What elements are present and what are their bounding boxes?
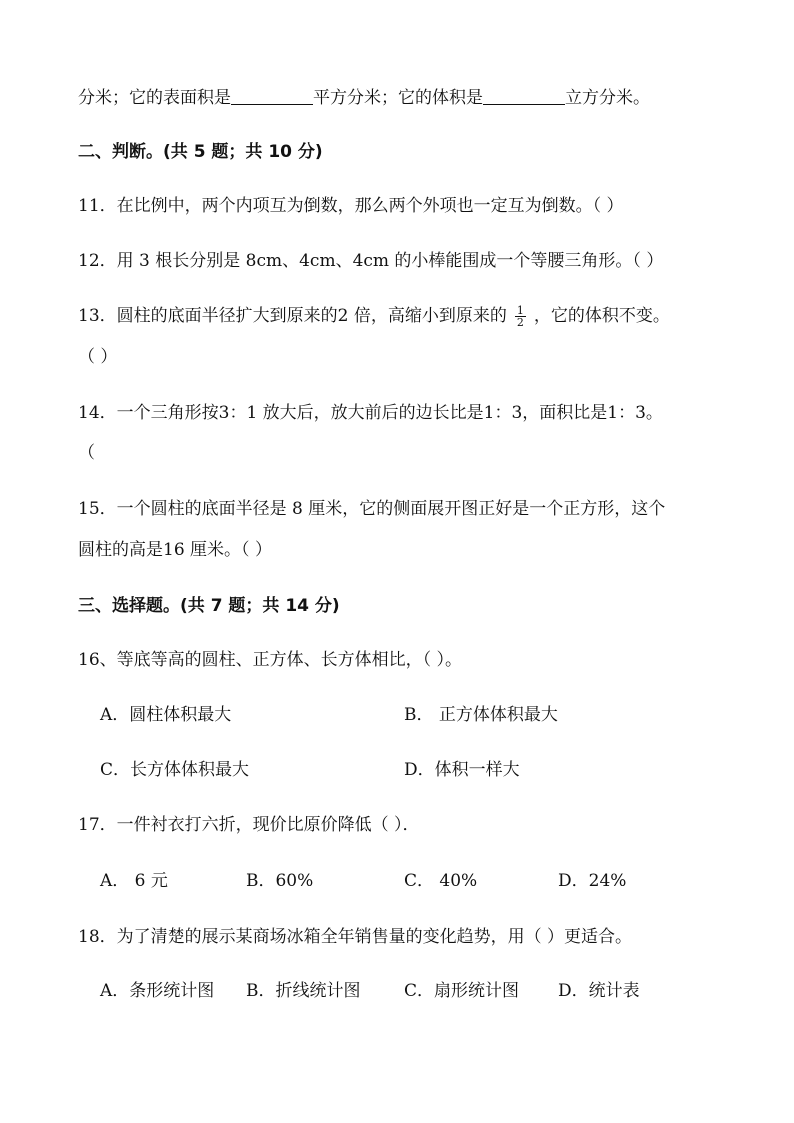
fraction-numerator: 1 [516,304,524,317]
q18-option-a[interactable]: A．条形统计图 [100,981,215,1001]
q16-option-b[interactable]: B． 正方体体积最大 [404,705,558,725]
q18-option-c[interactable]: C．扇形统计图 [404,981,520,1001]
q13-answer-paren[interactable]: （ ） [78,347,118,367]
section-3-heading: 三、选择题。(共 7 题；共 14 分) [78,596,340,616]
q16-option-a[interactable]: A．圆柱体积最大 [100,705,232,725]
q16-option-c[interactable]: C．长方体体积最大 [100,760,250,780]
q10-continuation [78,87,650,109]
q13-text-after: ，它的体积不变。 [533,306,670,326]
question-12: 12．用 3 根长分别是 8cm、4cm、4cm 的小棒能围成一个等腰三角形。（ ） [78,251,664,271]
question-17: 17．一件衬衣打六折，现价比原价降低（ ）． [78,815,420,835]
q18-option-d[interactable]: D．统计表 [558,981,640,1001]
fraction-one-half [515,305,526,328]
q10-text-part3: 立方分米。 [565,88,650,108]
q17-option-b[interactable]: B．60% [246,871,314,891]
q16-option-d[interactable]: D．体积一样大 [404,760,520,780]
question-18: 18．为了清楚的展示某商场冰箱全年销售量的变化趋势，用（ ）更适合。 [78,927,633,947]
question-11: 11．在比例中，两个内项互为倒数，那么两个外项也一定互为倒数。（ ） [78,196,624,216]
question-15-line2: 圆柱的高是16 厘米。（ ） [78,540,272,560]
question-16: 16、等底等高的圆柱、正方体、长方体相比，（ ）。 [78,650,463,670]
section-2-heading: 二、判断。(共 5 题；共 10 分) [78,142,323,162]
q18-option-b[interactable]: B．折线统计图 [246,981,361,1001]
fraction-denominator: 2 [516,316,524,329]
q13-text-before: 13．圆柱的底面半径扩大到原来的2 倍，高缩小到原来的 [78,306,507,326]
q10-text-part2: 平方分米；它的体积是 [313,88,483,108]
question-15-line1: 15．一个圆柱的底面半径是 8 厘米，它的侧面展开图正好是一个正方形，这个 [78,499,666,519]
answer-blank-volume[interactable] [483,88,565,105]
question-13 [78,305,670,328]
q10-text-part1: 分米；它的表面积是 [78,88,231,108]
q17-option-a[interactable]: A． 6 元 [100,871,168,891]
q14-answer-paren[interactable]: （ [78,443,95,463]
answer-blank-surface-area[interactable] [231,88,313,105]
question-14: 14．一个三角形按3：1 放大后，放大前后的边长比是1：3，面积比是1：3。 [78,403,663,423]
q17-option-d[interactable]: D．24% [558,871,627,891]
q17-option-c[interactable]: C． 40% [404,871,478,891]
